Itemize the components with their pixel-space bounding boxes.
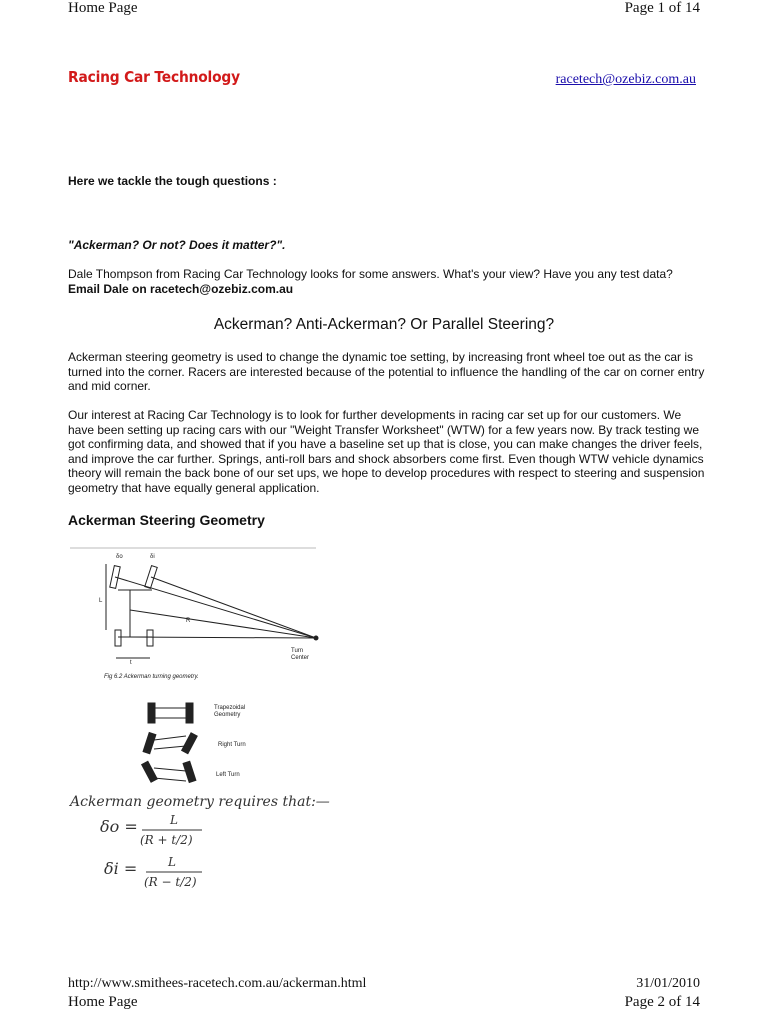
label-R: R bbox=[186, 618, 191, 624]
footer-date: 31/01/2010 bbox=[636, 976, 700, 991]
rear-left-wheel bbox=[115, 630, 121, 646]
header-page-number: Page 1 of 14 bbox=[624, 0, 700, 16]
right-bar-top bbox=[154, 736, 186, 740]
intro-question: "Ackerman? Or not? Does it matter?". bbox=[68, 238, 286, 252]
section-heading: Ackerman Steering Geometry bbox=[68, 512, 265, 528]
byline-text: Dale Thompson from Racing Car Technology looks for some answers. What's your view? Have you any test data? bbox=[68, 267, 673, 281]
eq1-lhs: δo = bbox=[100, 817, 138, 836]
left-bar-bottom bbox=[154, 778, 186, 781]
email-link[interactable]: racetech@ozebiz.com.au bbox=[555, 72, 696, 87]
header-home-page: Home Page bbox=[68, 0, 138, 16]
ray-outer bbox=[115, 577, 316, 638]
trap-wheel-left bbox=[148, 703, 155, 723]
paragraph-1: Ackerman steering geometry is used to change the dynamic toe setting, by increasing front wheel toe out as the car is turned into the corner. Racers are interested because of the potential to influence the handling of the car on corner entry and mid corner. bbox=[68, 350, 705, 393]
right-bar-bottom bbox=[154, 746, 186, 749]
ray-radius bbox=[130, 610, 316, 638]
left-bar-top bbox=[154, 768, 186, 771]
footer-page-number: Page 2 of 14 bbox=[624, 994, 700, 1010]
footer-url: http://www.smithees-racetech.com.au/ackerman.html bbox=[68, 976, 367, 991]
paragraph-2: Our interest at Racing Car Technology is to look for further developments in racing car set up for our customers. We have been setting up racing cars with our "Weight Transfer Worksheet" (WTW) for a few years now. By track testing we got confirming data, and showed that if you have a baseline set up that is close, you can make changes the driver feels, and improve the car further. Springs, anti-roll bars and shock absorbers come first. Even though WTW vehicle dynamics theory will remain the back bone of our set ups, we hope to develop procedures with respect to steering and suspension geometry that have equally general application. bbox=[68, 408, 705, 495]
brand-title: Racing Car Technology bbox=[68, 68, 240, 86]
ray-rear bbox=[118, 637, 316, 638]
intro-lead: Here we tackle the tough questions : bbox=[68, 174, 277, 188]
label-t: t bbox=[130, 660, 132, 666]
left-wheel-left bbox=[142, 761, 158, 782]
label-turn-center: Turn Center bbox=[291, 648, 310, 661]
label-trapezoidal: Trapezoidal Geometry bbox=[214, 705, 246, 718]
rear-right-wheel bbox=[147, 630, 153, 646]
figure-caption: Fig 6.2 Ackerman turning geometry. bbox=[104, 674, 199, 680]
eq1-num: L bbox=[170, 813, 178, 827]
right-wheel-left bbox=[143, 733, 156, 754]
left-wheel-right bbox=[183, 761, 196, 782]
trap-wheel-right bbox=[186, 703, 193, 723]
page-title: Ackerman? Anti-Ackerman? Or Parallel Steering? bbox=[213, 316, 555, 333]
label-right-turn: Right Turn bbox=[218, 742, 246, 748]
footer-home-page: Home Page bbox=[68, 994, 138, 1010]
eq2-num: L bbox=[168, 855, 176, 869]
byline-email: Email Dale on racetech@ozebiz.com.au bbox=[68, 281, 294, 296]
ray-inner bbox=[151, 577, 316, 638]
handwriting-line: Ackerman geometry requires that:— bbox=[70, 794, 330, 810]
eq2-den: (R − t/2) bbox=[144, 875, 197, 889]
intro-byline bbox=[68, 267, 708, 296]
ackerman-figure bbox=[66, 540, 366, 895]
label-delta-o: δo bbox=[116, 554, 123, 560]
label-L: L bbox=[99, 598, 103, 604]
eq2-lhs: δi = bbox=[104, 859, 138, 878]
label-delta-i: δi bbox=[150, 554, 155, 560]
label-left-turn: Left Turn bbox=[216, 772, 240, 778]
turn-center-dot bbox=[314, 636, 318, 640]
eq1-den: (R + t/2) bbox=[140, 833, 193, 847]
